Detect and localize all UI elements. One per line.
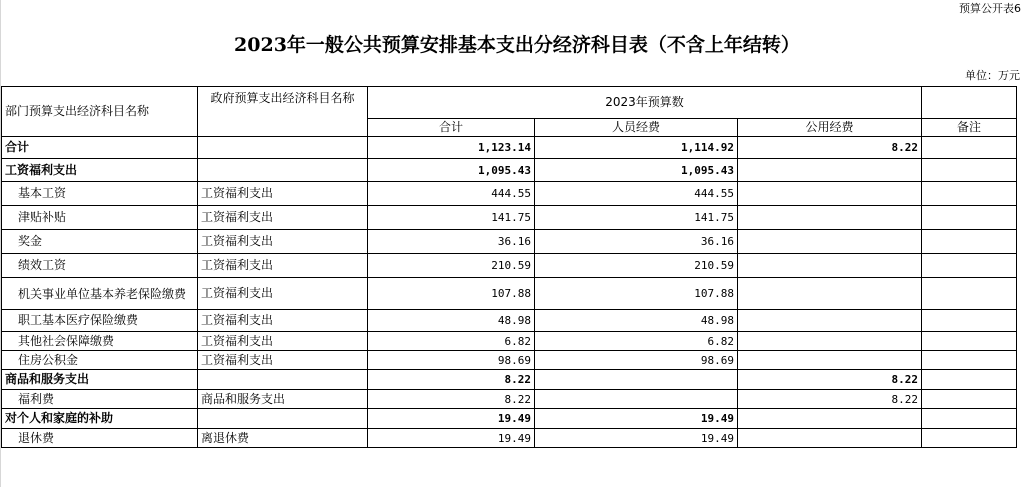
header-remark: 备注 (922, 119, 1017, 137)
total-cell: 8.22 (368, 390, 535, 409)
public-cell (738, 278, 922, 310)
personnel-cell (535, 390, 738, 409)
remark-cell (922, 429, 1017, 448)
dept-category-cell: 奖金 (2, 230, 198, 254)
header-budget-group: 2023年预算数 (368, 87, 922, 119)
gov-category-cell (198, 159, 368, 182)
total-cell: 444.55 (368, 182, 535, 206)
dept-category-cell: 退休费 (2, 429, 198, 448)
table-row (2, 370, 1017, 390)
remark-cell (922, 332, 1017, 351)
dept-category-cell: 工资福利支出 (2, 159, 198, 182)
public-cell: 8.22 (738, 390, 922, 409)
gov-category-cell: 工资福利支出 (198, 254, 368, 278)
gov-category-cell (198, 409, 368, 429)
table-row (2, 206, 1017, 230)
personnel-cell: 1,114.92 (535, 137, 738, 159)
remark-cell (922, 206, 1017, 230)
header-dept-category: 部门预算支出经济科目名称 (2, 87, 198, 137)
table-row (2, 351, 1017, 370)
remark-cell (922, 159, 1017, 182)
public-cell (738, 182, 922, 206)
public-cell (738, 206, 922, 230)
gov-category-cell: 工资福利支出 (198, 332, 368, 351)
personnel-cell: 98.69 (535, 351, 738, 370)
gov-category-cell: 工资福利支出 (198, 278, 368, 310)
budget-table (1, 86, 1017, 448)
table-row (2, 278, 1017, 310)
dept-category-cell: 福利费 (2, 390, 198, 409)
remark-cell (922, 182, 1017, 206)
dept-category-cell: 机关事业单位基本养老保险缴费 (2, 278, 198, 310)
public-cell (738, 429, 922, 448)
header-total: 合计 (368, 119, 535, 137)
gov-category-cell (198, 370, 368, 390)
personnel-cell (535, 370, 738, 390)
table-row (2, 409, 1017, 429)
remark-cell (922, 351, 1017, 370)
total-cell: 48.98 (368, 310, 535, 332)
table-row (2, 159, 1017, 182)
table-row (2, 182, 1017, 206)
table-row (2, 310, 1017, 332)
table-row (2, 332, 1017, 351)
gov-category-cell: 工资福利支出 (198, 230, 368, 254)
gov-category-cell: 商品和服务支出 (198, 390, 368, 409)
total-cell: 19.49 (368, 429, 535, 448)
public-cell (738, 351, 922, 370)
table-number: 预算公开表6 (959, 2, 1021, 15)
remark-cell (922, 310, 1017, 332)
unit-label: 单位：万元 (965, 69, 1020, 82)
table-row (2, 390, 1017, 409)
table-row (2, 254, 1017, 278)
public-cell (738, 409, 922, 429)
remark-cell (922, 230, 1017, 254)
personnel-cell: 444.55 (535, 182, 738, 206)
personnel-cell: 6.82 (535, 332, 738, 351)
dept-category-cell: 津贴补贴 (2, 206, 198, 230)
public-cell (738, 332, 922, 351)
gov-category-cell (198, 137, 368, 159)
personnel-cell: 1,095.43 (535, 159, 738, 182)
remark-cell (922, 370, 1017, 390)
header-gov-category: 政府预算支出经济科目名称 (198, 87, 368, 137)
public-cell: 8.22 (738, 370, 922, 390)
total-cell: 210.59 (368, 254, 535, 278)
public-cell (738, 159, 922, 182)
dept-category-cell: 基本工资 (2, 182, 198, 206)
dept-category-cell: 职工基本医疗保险缴费 (2, 310, 198, 332)
public-cell: 8.22 (738, 137, 922, 159)
public-cell (738, 230, 922, 254)
header-row-1 (2, 87, 1017, 119)
total-cell: 107.88 (368, 278, 535, 310)
dept-category-cell: 合计 (2, 137, 198, 159)
personnel-cell: 19.49 (535, 429, 738, 448)
header-public: 公用经费 (738, 119, 922, 137)
dept-category-cell: 住房公积金 (2, 351, 198, 370)
dept-category-cell: 商品和服务支出 (2, 370, 198, 390)
table-row (2, 230, 1017, 254)
dept-category-cell: 绩效工资 (2, 254, 198, 278)
personnel-cell: 210.59 (535, 254, 738, 278)
gov-category-cell: 工资福利支出 (198, 206, 368, 230)
remark-cell (922, 137, 1017, 159)
total-cell: 6.82 (368, 332, 535, 351)
personnel-cell: 141.75 (535, 206, 738, 230)
table-row (2, 429, 1017, 448)
total-cell: 1,095.43 (368, 159, 535, 182)
header-blank (922, 87, 1017, 119)
gov-category-cell: 工资福利支出 (198, 310, 368, 332)
personnel-cell: 107.88 (535, 278, 738, 310)
gov-category-cell: 工资福利支出 (198, 182, 368, 206)
total-cell: 141.75 (368, 206, 535, 230)
total-cell: 98.69 (368, 351, 535, 370)
total-cell: 8.22 (368, 370, 535, 390)
total-cell: 1,123.14 (368, 137, 535, 159)
personnel-cell: 36.16 (535, 230, 738, 254)
remark-cell (922, 390, 1017, 409)
dept-category-cell: 其他社会保障缴费 (2, 332, 198, 351)
remark-cell (922, 254, 1017, 278)
personnel-cell: 19.49 (535, 409, 738, 429)
dept-category-cell: 对个人和家庭的补助 (2, 409, 198, 429)
gov-category-cell: 工资福利支出 (198, 351, 368, 370)
public-cell (738, 310, 922, 332)
remark-cell (922, 409, 1017, 429)
total-cell: 36.16 (368, 230, 535, 254)
public-cell (738, 254, 922, 278)
page-title: 2023年一般公共预算安排基本支出分经济科目表（不含上年结转） (234, 34, 800, 56)
total-cell: 19.49 (368, 409, 535, 429)
header-personnel: 人员经费 (535, 119, 738, 137)
table-row (2, 137, 1017, 159)
remark-cell (922, 278, 1017, 310)
gov-category-cell: 离退休费 (198, 429, 368, 448)
personnel-cell: 48.98 (535, 310, 738, 332)
